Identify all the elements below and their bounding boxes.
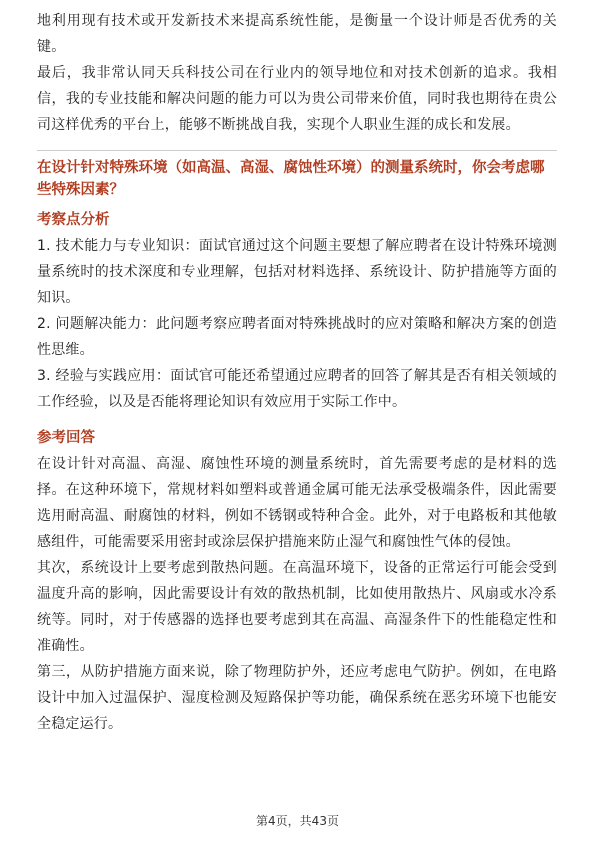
intro-paragraph: 地利用现有技术或开发新技术来提高系统性能，是衡量一个设计师是否优秀的关键。	[37, 13, 557, 55]
page-number: 第4页，共43页	[256, 814, 339, 828]
answer-paragraph: 第三，从防护措施方面来说，除了物理防护外，还应考虑电气防护。例如，在电路设计中加入过温保护、湿度检测及短路保护等功能，确保系统在恶劣环境下也能安全稳定运行。	[37, 664, 557, 732]
page-content	[37, 8, 557, 737]
analysis-heading: 考察点分析	[37, 212, 110, 228]
answer-paragraph: 在设计针对高温、高湿、腐蚀性环境的测量系统时，首先需要考虑的是材料的选择。在这种环境下，常规材料如塑料或普通金属可能无法承受极端条件，因此需要选用耐高温、耐腐蚀的材料，例如不锈钢或特种合金。此外，对于电路板和其他敏感组件，可能需要采用密封或涂层保护措施来防止湿气和腐蚀性气体的侵蚀。	[37, 456, 557, 550]
analysis-item: 1. 技术能力与专业知识：面试官通过这个问题主要想了解应聘者在设计特殊环境测量系统时的技术深度和专业理解，包括对材料选择、系统设计、防护措施等方面的知识。	[37, 238, 557, 306]
analysis-item: 2. 问题解决能力：此问题考察应聘者面对特殊挑战时的应对策略和解决方案的创造性思维。	[37, 316, 557, 358]
answer-paragraph: 其次，系统设计上要考虑到散热问题。在高温环境下，设备的正常运行可能会受到温度升高的影响，因此需要设计有效的散热机制，比如使用散热片、风扇或水冷系统等。同时，对于传感器的选择也要考虑到其在高温、高湿条件下的性能稳定性和准确性。	[37, 560, 557, 654]
analysis-item: 3. 经验与实践应用：面试官可能还希望通过应聘者的回答了解其是否有相关领域的工作经验，以及是否能将理论知识有效应用于实际工作中。	[37, 368, 557, 410]
answer-heading: 参考回答	[37, 430, 95, 446]
intro-paragraph: 最后，我非常认同天兵科技公司在行业内的领导地位和对技术创新的追求。我相信，我的专业技能和解决问题的能力可以为贵公司带来价值，同时我也期待在贵公司这样优秀的平台上，能够不断挑战自我，实现个人职业生涯的成长和发展。	[37, 65, 557, 133]
question-title: 在设计针对特殊环境（如高温、高湿、腐蚀性环境）的测量系统时，你会考虑哪些特殊因素？	[37, 160, 545, 198]
section-divider	[37, 150, 557, 151]
